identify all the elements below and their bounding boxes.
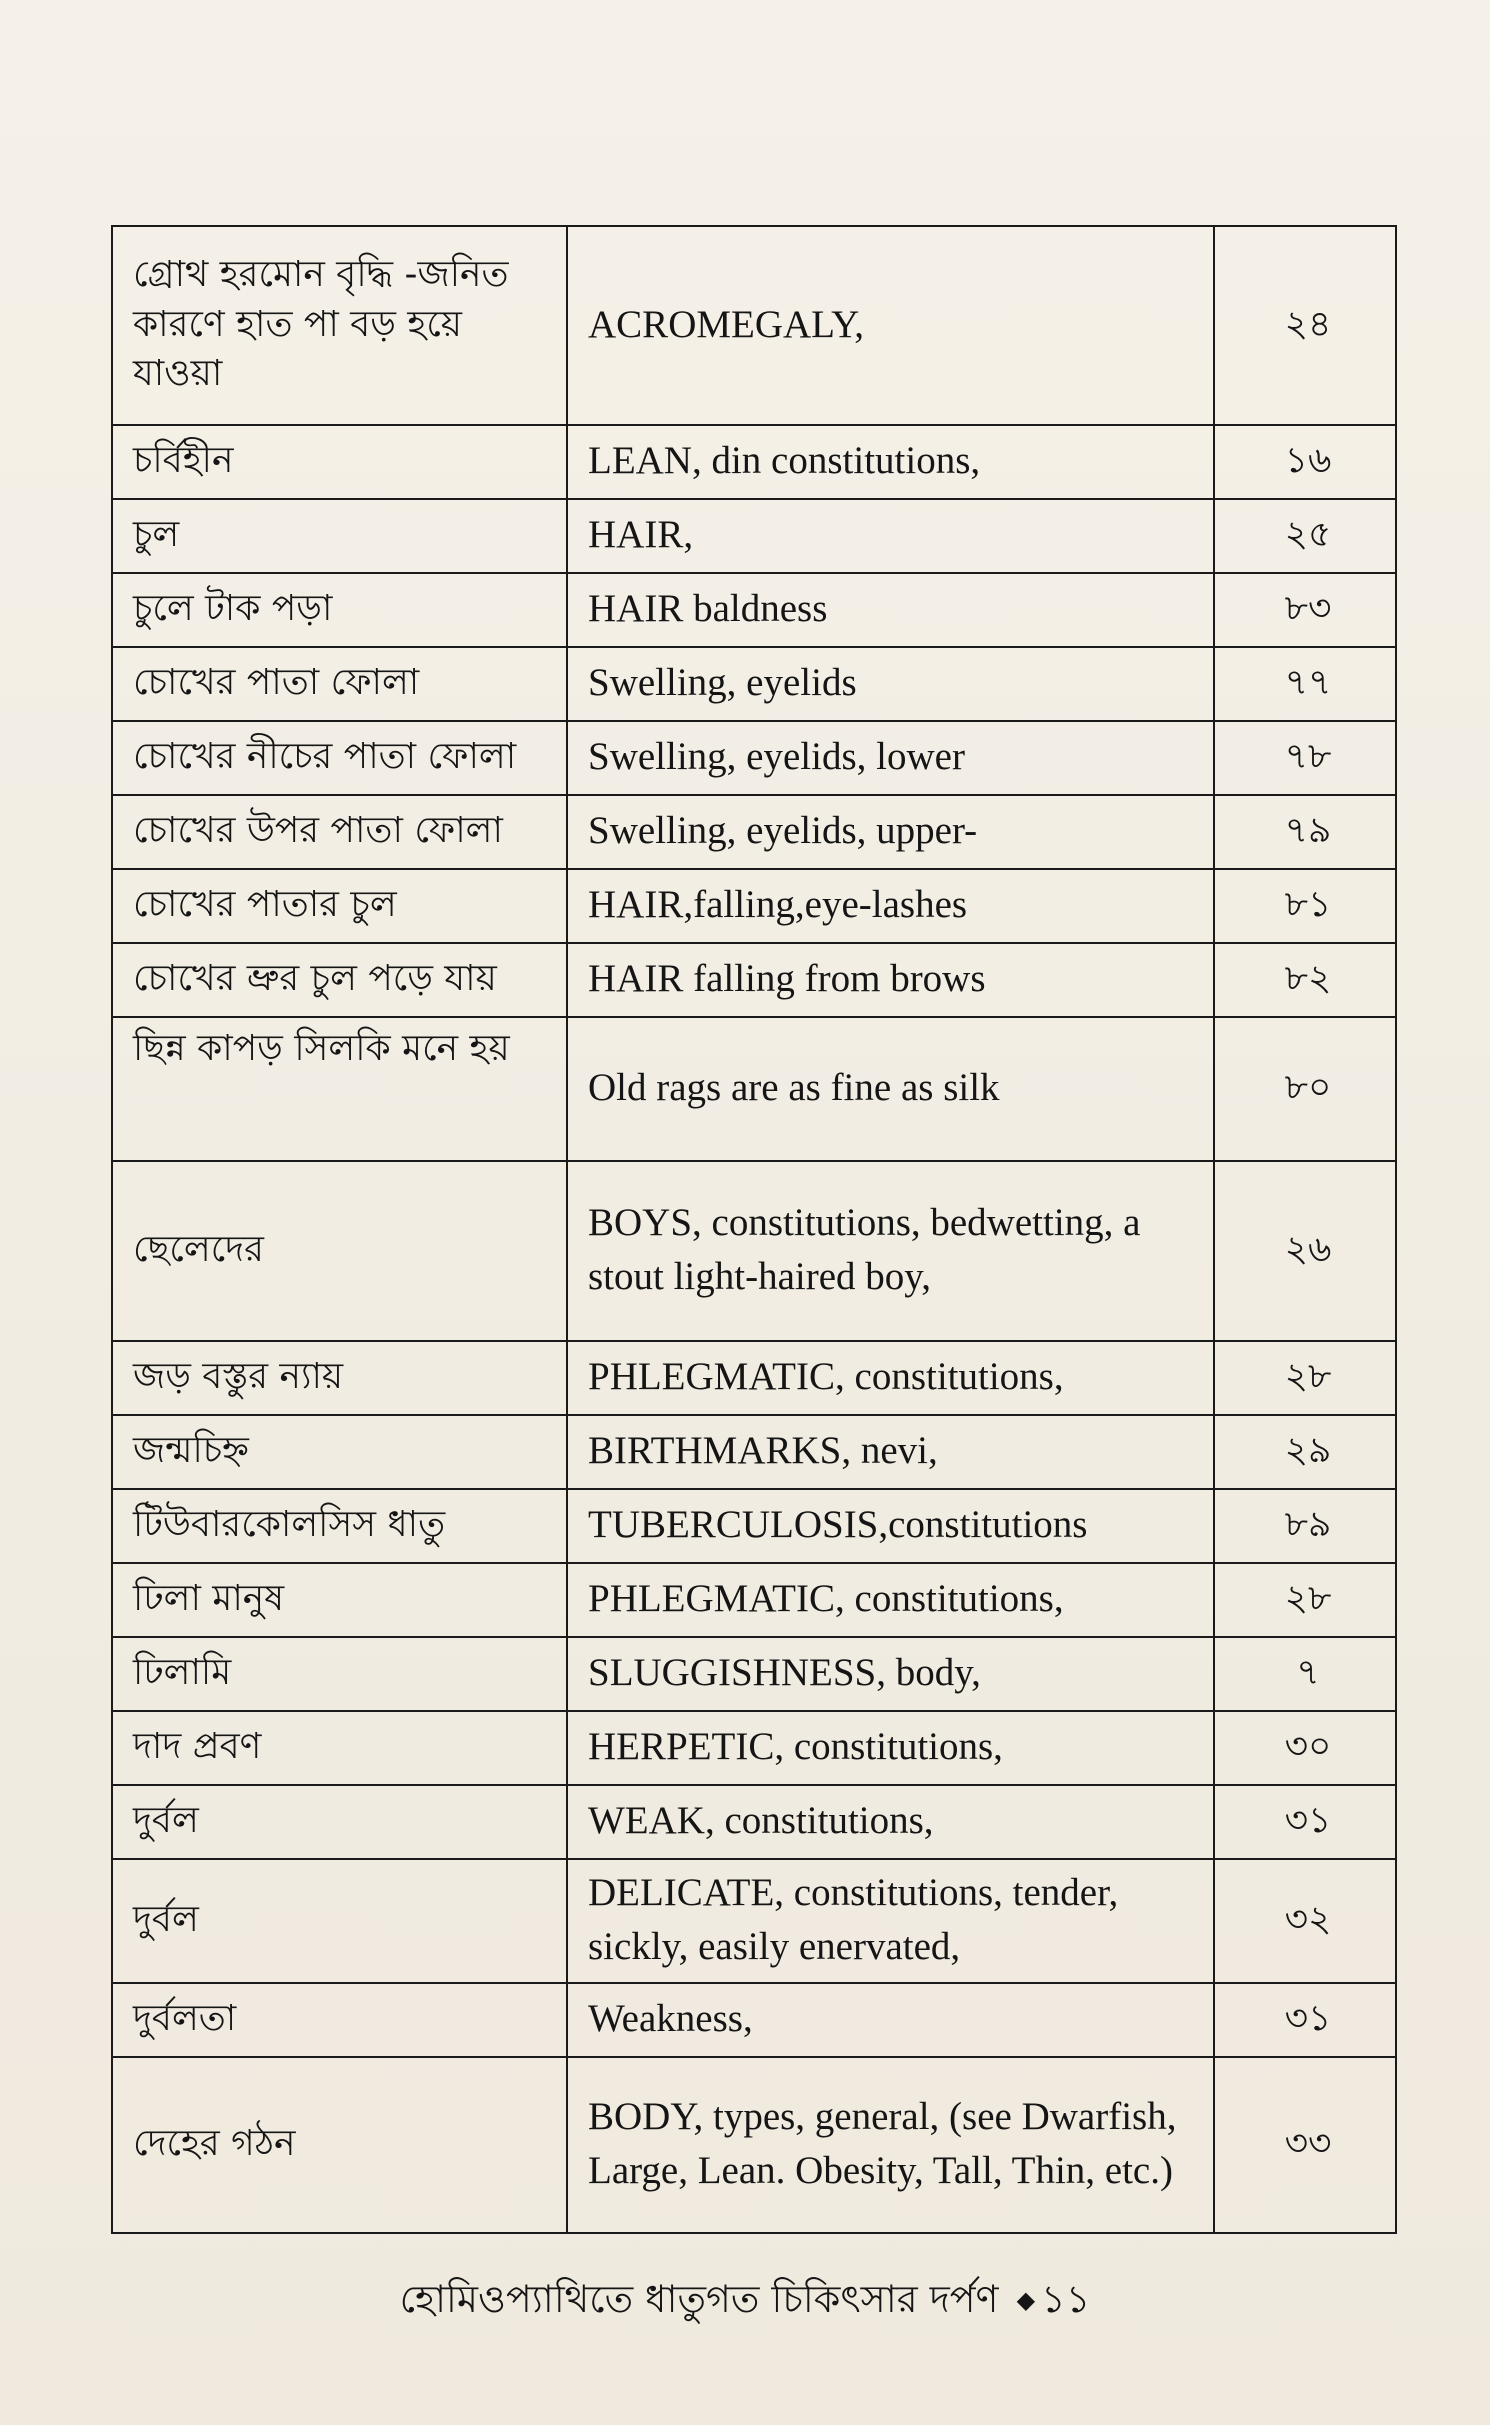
table-row [112,647,1396,721]
table-row [112,425,1396,499]
page-reference: ৮৩ [1214,573,1396,647]
bengali-term: দেহের গঠন [112,2057,567,2233]
page-reference: ১৬ [1214,425,1396,499]
table-row [112,1637,1396,1711]
table-row [112,943,1396,1017]
bengali-term: চোখের পাতা ফোলা [112,647,567,721]
table-row [112,1489,1396,1563]
table-row [112,1341,1396,1415]
page-reference: ৩১ [1214,1785,1396,1859]
table-row [112,1785,1396,1859]
page-reference: ২৫ [1214,499,1396,573]
table-row [112,2057,1396,2233]
page-reference: ৮১ [1214,869,1396,943]
bengali-term: চুল [112,499,567,573]
bengali-term: ছিন্ন কাপড় সিলকি মনে হয় [112,1017,567,1161]
english-term: PHLEGMATIC, constitutions, [567,1563,1214,1637]
table-row [112,1983,1396,2057]
table-row [112,795,1396,869]
table-row [112,1017,1396,1161]
bengali-term: জন্মচিহ্ন [112,1415,567,1489]
english-term: HAIR,falling,eye-lashes [567,869,1214,943]
bengali-term: চোখের নীচের পাতা ফোলা [112,721,567,795]
index-table [111,225,1397,2234]
page-number: ১১ [1041,2277,1091,2321]
page-reference: ২৮ [1214,1563,1396,1637]
bengali-term: দুর্বল [112,1859,567,1983]
english-term: Weakness, [567,1983,1214,2057]
bengali-term: চোখের উপর পাতা ফোলা [112,795,567,869]
english-term: DELICATE, constitutions, tender, sickly, easily enervated, [567,1859,1214,1983]
table-row [112,1161,1396,1341]
english-term: WEAK, constitutions, [567,1785,1214,1859]
table-row [112,1415,1396,1489]
table-row [112,869,1396,943]
bengali-term: গ্রোথ হরমোন বৃদ্ধি -জনিত কারণে হাত পা বড় হয়ে যাওয়া [112,226,567,425]
english-term: Old rags are as fine as silk [567,1017,1214,1161]
page-reference: ২৬ [1214,1161,1396,1341]
page-reference: ৭৭ [1214,647,1396,721]
page-reference: ৩২ [1214,1859,1396,1983]
bengali-term: চোখের ভ্রুর চুল পড়ে যায় [112,943,567,1017]
english-term: TUBERCULOSIS,constitutions [567,1489,1214,1563]
english-term: LEAN, din constitutions, [567,425,1214,499]
page-reference: ৮২ [1214,943,1396,1017]
page-reference: ৭৮ [1214,721,1396,795]
bengali-term: জড় বস্তুর ন্যায় [112,1341,567,1415]
bengali-term: চুলে টাক পড়া [112,573,567,647]
page-footer [0,2270,1490,2334]
english-term: SLUGGISHNESS, body, [567,1637,1214,1711]
table-row [112,499,1396,573]
bengali-term: ছেলেদের [112,1161,567,1341]
bengali-term: দুর্বল [112,1785,567,1859]
page-reference: ৩১ [1214,1983,1396,2057]
table-row [112,226,1396,425]
bengali-term: দুর্বলতা [112,1983,567,2057]
english-term: ACROMEGALY, [567,226,1214,425]
page-reference: ৮৯ [1214,1489,1396,1563]
english-term: Swelling, eyelids [567,647,1214,721]
english-term: HAIR baldness [567,573,1214,647]
bengali-term: চর্বিহীন [112,425,567,499]
english-term: Swelling, eyelids, lower [567,721,1214,795]
table-row [112,1711,1396,1785]
english-term: HAIR, [567,499,1214,573]
english-term: BODY, types, general, (see Dwarfish, Large, Lean. Obesity, Tall, Thin, etc.) [567,2057,1214,2233]
page-reference: ৮০ [1214,1017,1396,1161]
book-title: হোমিওপ্যাথিতে ধাতুগত চিকিৎসার দর্পণ [399,2277,999,2321]
english-term: BOYS, constitutions, bedwetting, a stout light-haired boy, [567,1161,1214,1341]
bengali-term: দাদ প্রবণ [112,1711,567,1785]
english-term: PHLEGMATIC, constitutions, [567,1341,1214,1415]
bengali-term: চোখের পাতার চুল [112,869,567,943]
table-row [112,573,1396,647]
english-term: HERPETIC, constitutions, [567,1711,1214,1785]
bengali-term: টিউবারকোলসিস ধাতু [112,1489,567,1563]
english-term: Swelling, eyelids, upper- [567,795,1214,869]
page-reference: ২৯ [1214,1415,1396,1489]
page-reference: ৩৩ [1214,2057,1396,2233]
table-row [112,721,1396,795]
diamond-separator-icon: ◆ [1016,2286,1036,2314]
page-reference: ৭ [1214,1637,1396,1711]
table-row [112,1859,1396,1983]
english-term: BIRTHMARKS, nevi, [567,1415,1214,1489]
bengali-term: ঢিলা মানুষ [112,1563,567,1637]
page-reference: ২৮ [1214,1341,1396,1415]
page-reference: ২৪ [1214,226,1396,425]
table-row [112,1563,1396,1637]
page-reference: ৭৯ [1214,795,1396,869]
bengali-term: ঢিলামি [112,1637,567,1711]
page-reference: ৩০ [1214,1711,1396,1785]
english-term: HAIR falling from brows [567,943,1214,1017]
